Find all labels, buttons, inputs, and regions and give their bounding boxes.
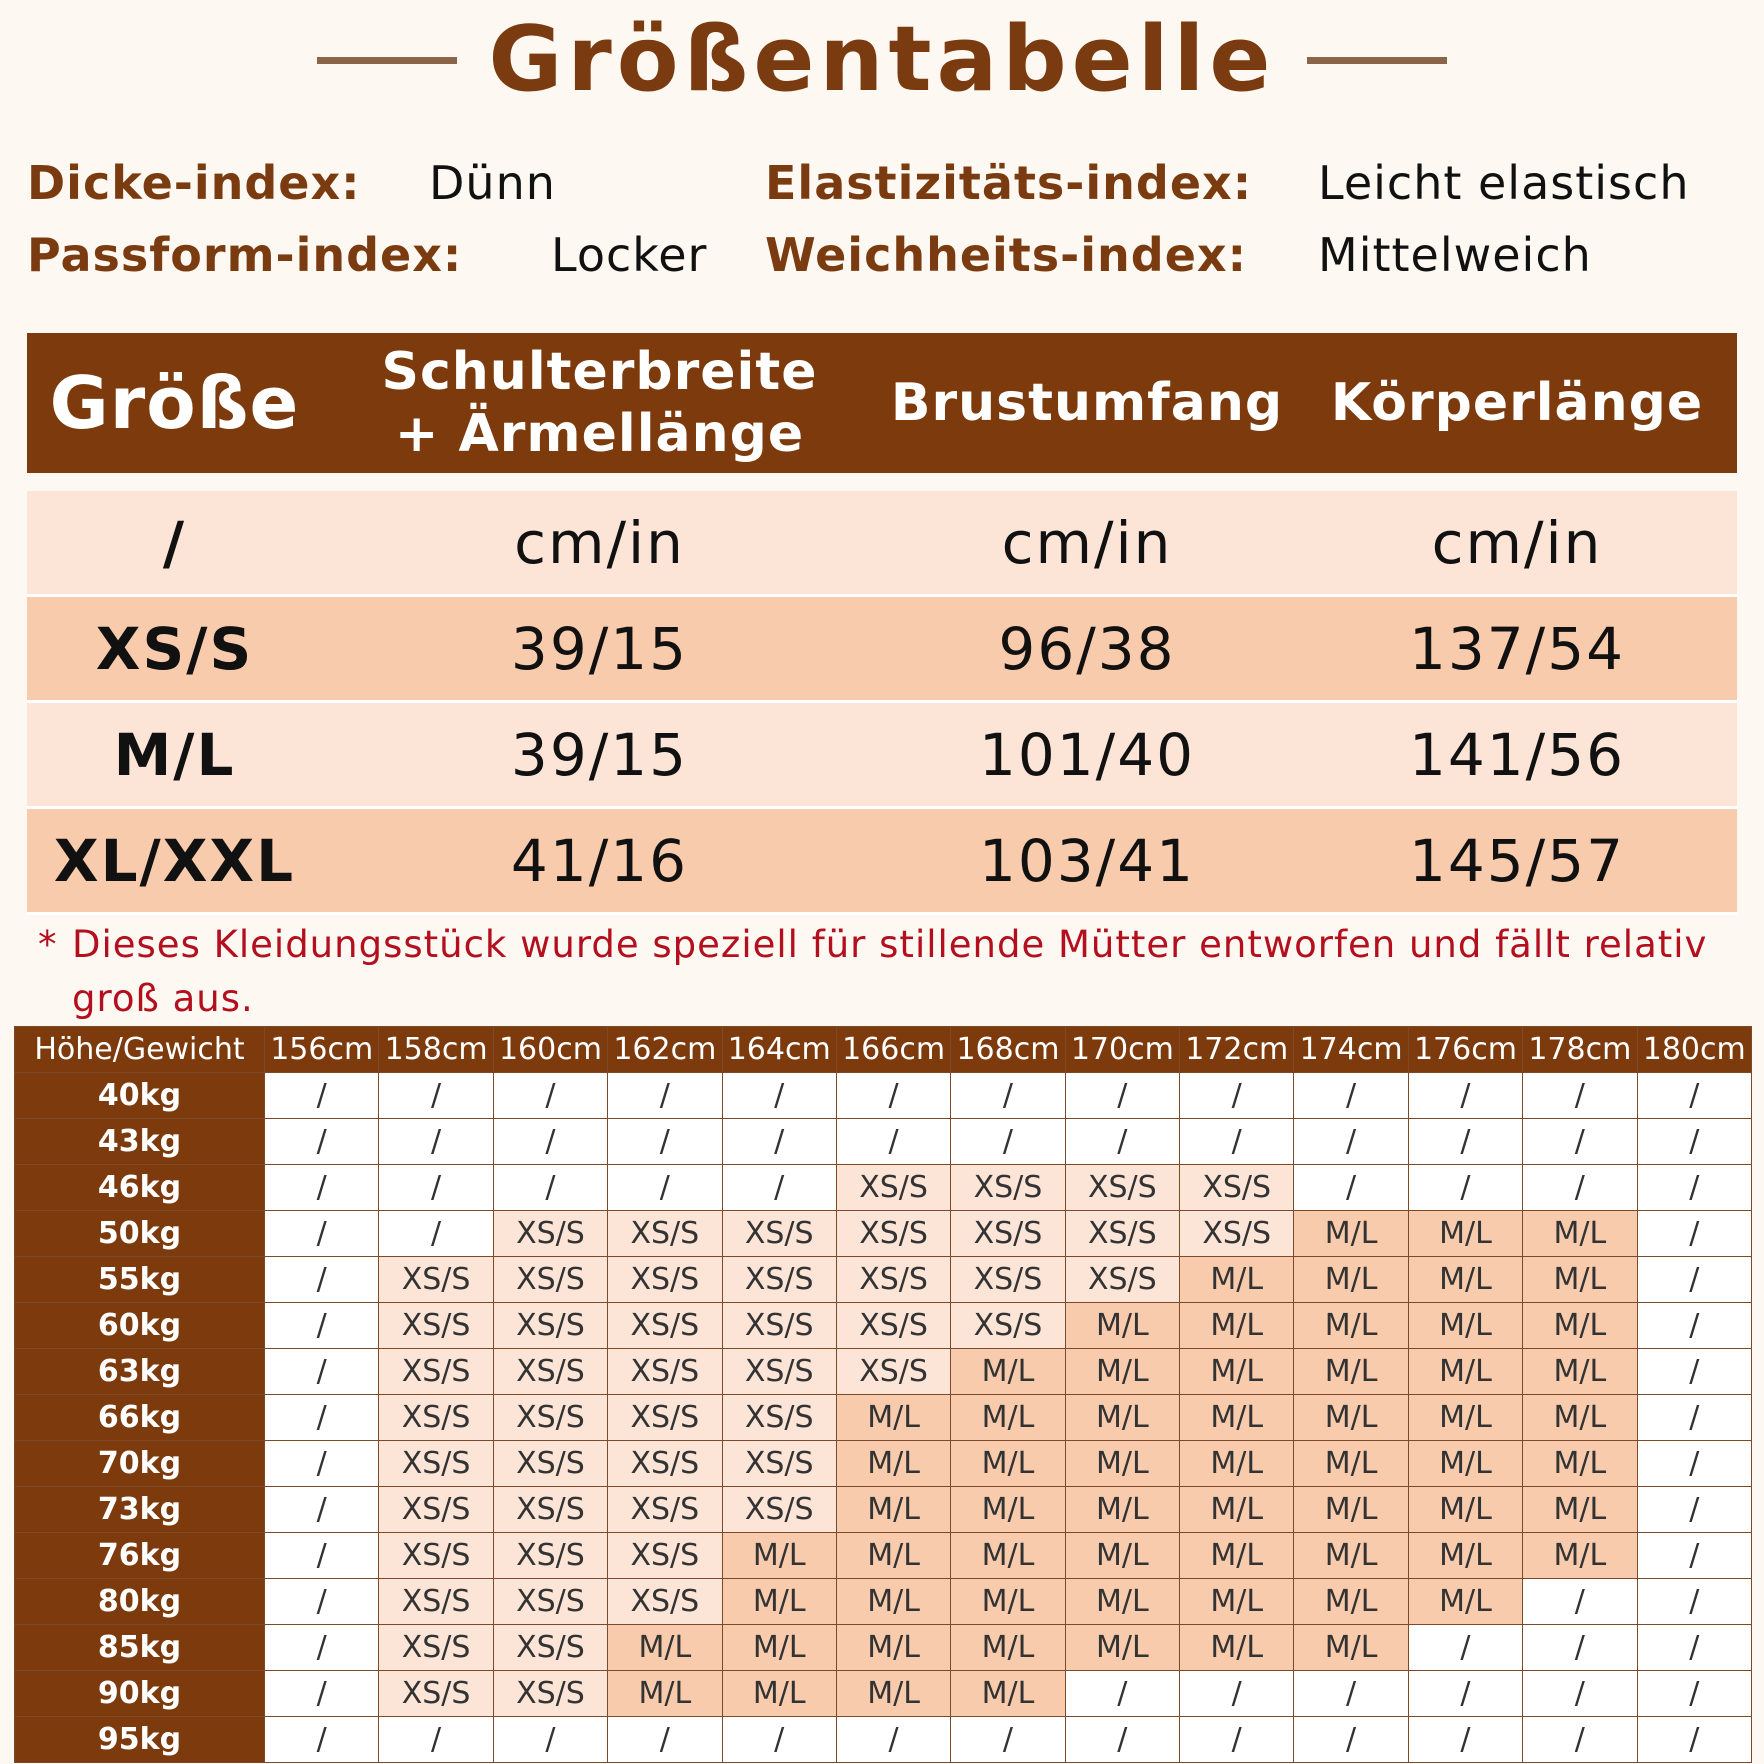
- size-recommendation-cell: XS/S: [836, 1211, 950, 1257]
- size-recommendation-cell: M/L: [1294, 1257, 1408, 1303]
- size-recommendation-cell: XS/S: [1065, 1211, 1179, 1257]
- table-row: [15, 1441, 1752, 1487]
- size-recommendation-cell: /: [379, 1119, 493, 1165]
- size-recommendation-cell: M/L: [836, 1441, 950, 1487]
- size-recommendation-cell: XS/S: [493, 1303, 607, 1349]
- weight-label: 63kg: [15, 1349, 265, 1395]
- shoulder-cell: cm/in: [322, 491, 877, 597]
- size-recommendation-cell: /: [379, 1073, 493, 1119]
- weight-label: 90kg: [15, 1671, 265, 1717]
- size-recommendation-cell: M/L: [1180, 1533, 1294, 1579]
- size-recommendation-cell: M/L: [951, 1441, 1065, 1487]
- size-recommendation-cell: /: [1408, 1165, 1522, 1211]
- height-header: 180cm: [1637, 1027, 1752, 1073]
- size-recommendation-cell: /: [1637, 1119, 1752, 1165]
- weight-label: 40kg: [15, 1073, 265, 1119]
- size-recommendation-cell: M/L: [1294, 1579, 1408, 1625]
- size-recommendation-cell: M/L: [1180, 1625, 1294, 1671]
- size-recommendation-cell: XS/S: [722, 1441, 836, 1487]
- size-recommendation-cell: XS/S: [1180, 1165, 1294, 1211]
- size-recommendation-cell: M/L: [722, 1533, 836, 1579]
- size-recommendation-cell: /: [1294, 1717, 1408, 1763]
- weight-label: 95kg: [15, 1717, 265, 1763]
- size-recommendation-cell: M/L: [1180, 1395, 1294, 1441]
- size-recommendation-cell: XS/S: [379, 1671, 493, 1717]
- weight-label: 60kg: [15, 1303, 265, 1349]
- fit-index-label: Passform-index:: [27, 228, 463, 282]
- table-row: [27, 491, 1737, 597]
- size-recommendation-cell: M/L: [1180, 1349, 1294, 1395]
- size-recommendation-cell: XS/S: [608, 1395, 722, 1441]
- size-recommendation-cell: M/L: [1180, 1487, 1294, 1533]
- size-recommendation-cell: /: [836, 1119, 950, 1165]
- weight-label: 50kg: [15, 1211, 265, 1257]
- size-recommendation-cell: M/L: [836, 1533, 950, 1579]
- weight-label: 43kg: [15, 1119, 265, 1165]
- height-header: 158cm: [379, 1027, 493, 1073]
- size-recommendation-cell: /: [1408, 1671, 1522, 1717]
- size-recommendation-cell: XS/S: [493, 1395, 607, 1441]
- fit-note: [38, 918, 1738, 1026]
- size-recommendation-cell: M/L: [1523, 1211, 1637, 1257]
- size-cell: XL/XXL: [27, 809, 322, 915]
- size-recommendation-cell: XS/S: [379, 1625, 493, 1671]
- size-recommendation-cell: /: [265, 1211, 379, 1257]
- softness-index-label: Weichheits-index:: [765, 228, 1247, 282]
- size-recommendation-cell: /: [379, 1211, 493, 1257]
- size-recommendation-cell: XS/S: [493, 1625, 607, 1671]
- elasticity-index-label: Elastizitäts-index:: [765, 156, 1253, 210]
- size-recommendation-cell: M/L: [1065, 1487, 1179, 1533]
- chest-cell: 101/40: [877, 703, 1297, 809]
- size-recommendation-cell: /: [265, 1395, 379, 1441]
- size-recommendation-cell: XS/S: [608, 1579, 722, 1625]
- size-recommendation-cell: XS/S: [493, 1257, 607, 1303]
- size-recommendation-cell: /: [1637, 1211, 1752, 1257]
- size-recommendation-cell: M/L: [1523, 1533, 1637, 1579]
- table-row: [15, 1349, 1752, 1395]
- size-recommendation-cell: M/L: [1408, 1441, 1522, 1487]
- size-recommendation-cell: XS/S: [1065, 1165, 1179, 1211]
- size-recommendation-cell: M/L: [1065, 1533, 1179, 1579]
- chest-cell: 96/38: [877, 597, 1297, 703]
- size-recommendation-cell: /: [836, 1073, 950, 1119]
- size-recommendation-cell: /: [265, 1487, 379, 1533]
- table-row: [15, 1303, 1752, 1349]
- shoulder-header-line1: Schulterbreite: [381, 342, 818, 402]
- size-recommendation-cell: /: [1523, 1073, 1637, 1119]
- length-cell: cm/in: [1297, 491, 1737, 597]
- note-asterisk: *: [38, 923, 58, 966]
- size-recommendation-cell: M/L: [951, 1671, 1065, 1717]
- elasticity-index-value: Leicht elastisch: [1318, 156, 1690, 210]
- size-recommendation-cell: /: [1523, 1717, 1637, 1763]
- size-recommendation-cell: M/L: [836, 1395, 950, 1441]
- size-recommendation-cell: /: [1637, 1165, 1752, 1211]
- height-header: 166cm: [836, 1027, 950, 1073]
- size-recommendation-cell: XS/S: [722, 1349, 836, 1395]
- table-row: [27, 597, 1737, 703]
- page-title: Größentabelle: [488, 7, 1276, 112]
- table-row: [15, 1211, 1752, 1257]
- table-row: [15, 1671, 1752, 1717]
- size-recommendation-cell: /: [493, 1165, 607, 1211]
- size-recommendation-cell: XS/S: [608, 1211, 722, 1257]
- size-recommendation-cell: M/L: [1294, 1211, 1408, 1257]
- size-recommendation-cell: /: [722, 1717, 836, 1763]
- size-recommendation-cell: /: [265, 1579, 379, 1625]
- size-recommendation-cell: /: [1180, 1717, 1294, 1763]
- size-recommendation-cell: XS/S: [951, 1165, 1065, 1211]
- shoulder-cell: 39/15: [322, 597, 877, 703]
- size-recommendation-cell: /: [265, 1349, 379, 1395]
- size-recommendation-cell: M/L: [1408, 1533, 1522, 1579]
- shoulder-sleeve-header: [322, 333, 877, 473]
- size-recommendation-cell: /: [1065, 1717, 1179, 1763]
- size-recommendation-cell: XS/S: [493, 1487, 607, 1533]
- chest-header: Brustumfang: [877, 333, 1297, 473]
- height-weight-table: [14, 1026, 1752, 1763]
- size-recommendation-cell: M/L: [1294, 1487, 1408, 1533]
- size-recommendation-cell: /: [1523, 1165, 1637, 1211]
- thickness-index-label: Dicke-index:: [27, 156, 361, 210]
- shoulder-cell: 39/15: [322, 703, 877, 809]
- size-recommendation-cell: M/L: [1408, 1303, 1522, 1349]
- note-text: Dieses Kleidungsstück wurde speziell für stillende Mütter entworfen und fällt relativ groß aus.: [72, 923, 1708, 1020]
- size-header: Größe: [27, 333, 322, 473]
- size-recommendation-cell: /: [1637, 1717, 1752, 1763]
- size-table-header: [27, 333, 1737, 473]
- size-recommendation-cell: XS/S: [722, 1395, 836, 1441]
- size-recommendation-cell: M/L: [1523, 1257, 1637, 1303]
- size-recommendation-cell: M/L: [951, 1579, 1065, 1625]
- size-recommendation-cell: /: [722, 1165, 836, 1211]
- size-recommendation-cell: M/L: [951, 1349, 1065, 1395]
- size-recommendation-cell: /: [1637, 1487, 1752, 1533]
- chest-cell: cm/in: [877, 491, 1297, 597]
- height-header: 162cm: [608, 1027, 722, 1073]
- size-recommendation-cell: /: [1637, 1441, 1752, 1487]
- table-row: [27, 809, 1737, 915]
- size-recommendation-cell: XS/S: [836, 1165, 950, 1211]
- size-recommendation-cell: M/L: [836, 1625, 950, 1671]
- size-recommendation-cell: /: [1294, 1119, 1408, 1165]
- size-recommendation-cell: XS/S: [722, 1487, 836, 1533]
- size-recommendation-cell: /: [1637, 1671, 1752, 1717]
- size-recommendation-cell: M/L: [1408, 1211, 1522, 1257]
- size-recommendation-cell: /: [1294, 1073, 1408, 1119]
- table-row: [15, 1717, 1752, 1763]
- size-recommendation-cell: M/L: [1408, 1487, 1522, 1533]
- size-recommendation-cell: /: [608, 1165, 722, 1211]
- size-recommendation-cell: XS/S: [379, 1395, 493, 1441]
- size-recommendation-cell: /: [265, 1073, 379, 1119]
- height-weight-corner: Höhe/Gewicht: [15, 1027, 265, 1073]
- size-recommendation-cell: XS/S: [722, 1303, 836, 1349]
- length-cell: 145/57: [1297, 809, 1737, 915]
- size-recommendation-cell: M/L: [1294, 1625, 1408, 1671]
- height-header: 178cm: [1523, 1027, 1637, 1073]
- size-recommendation-cell: /: [493, 1717, 607, 1763]
- size-recommendation-cell: XS/S: [379, 1257, 493, 1303]
- size-recommendation-cell: M/L: [1294, 1349, 1408, 1395]
- table-row: [15, 1487, 1752, 1533]
- thickness-index-value: Dünn: [429, 156, 556, 210]
- size-recommendation-cell: /: [265, 1441, 379, 1487]
- size-recommendation-cell: M/L: [1408, 1349, 1522, 1395]
- size-recommendation-cell: /: [1408, 1717, 1522, 1763]
- size-recommendation-cell: M/L: [1180, 1579, 1294, 1625]
- size-recommendation-cell: M/L: [1408, 1257, 1522, 1303]
- title-right-rule: [1307, 57, 1447, 64]
- size-recommendation-cell: XS/S: [493, 1441, 607, 1487]
- size-recommendation-cell: XS/S: [379, 1487, 493, 1533]
- size-recommendation-cell: /: [265, 1625, 379, 1671]
- size-recommendation-cell: /: [265, 1303, 379, 1349]
- table-row: [27, 703, 1737, 809]
- chest-cell: 103/41: [877, 809, 1297, 915]
- size-recommendation-cell: /: [265, 1717, 379, 1763]
- size-recommendation-cell: /: [1637, 1533, 1752, 1579]
- size-recommendation-cell: /: [1180, 1119, 1294, 1165]
- size-recommendation-cell: M/L: [1065, 1625, 1179, 1671]
- fit-index-value: Locker: [551, 228, 708, 282]
- size-recommendation-cell: M/L: [608, 1671, 722, 1717]
- size-recommendation-cell: /: [493, 1073, 607, 1119]
- size-recommendation-cell: /: [1637, 1349, 1752, 1395]
- size-recommendation-cell: /: [951, 1073, 1065, 1119]
- size-recommendation-cell: /: [265, 1119, 379, 1165]
- size-recommendation-cell: M/L: [951, 1395, 1065, 1441]
- table-row: [15, 1625, 1752, 1671]
- size-recommendation-cell: M/L: [1065, 1303, 1179, 1349]
- size-recommendation-cell: M/L: [1294, 1395, 1408, 1441]
- size-recommendation-cell: XS/S: [951, 1257, 1065, 1303]
- size-cell: XS/S: [27, 597, 322, 703]
- size-recommendation-cell: M/L: [1523, 1303, 1637, 1349]
- size-recommendation-cell: XS/S: [493, 1671, 607, 1717]
- size-cell: M/L: [27, 703, 322, 809]
- size-recommendation-cell: XS/S: [836, 1349, 950, 1395]
- size-recommendation-cell: XS/S: [493, 1533, 607, 1579]
- size-recommendation-cell: /: [951, 1119, 1065, 1165]
- size-recommendation-cell: /: [722, 1119, 836, 1165]
- size-recommendation-cell: XS/S: [951, 1303, 1065, 1349]
- size-recommendation-cell: /: [1294, 1165, 1408, 1211]
- size-recommendation-cell: /: [1065, 1073, 1179, 1119]
- height-header: 170cm: [1065, 1027, 1179, 1073]
- size-recommendation-cell: /: [1180, 1073, 1294, 1119]
- height-header: 160cm: [493, 1027, 607, 1073]
- size-recommendation-cell: /: [1523, 1671, 1637, 1717]
- size-recommendation-cell: M/L: [1065, 1395, 1179, 1441]
- size-recommendation-cell: /: [379, 1717, 493, 1763]
- size-recommendation-cell: M/L: [1180, 1257, 1294, 1303]
- table-row: [15, 1579, 1752, 1625]
- size-recommendation-cell: /: [265, 1257, 379, 1303]
- size-recommendation-cell: /: [493, 1119, 607, 1165]
- title-left-rule: [317, 57, 457, 64]
- weight-label: 76kg: [15, 1533, 265, 1579]
- size-recommendation-cell: M/L: [722, 1579, 836, 1625]
- size-recommendation-cell: /: [608, 1717, 722, 1763]
- size-recommendation-cell: XS/S: [608, 1533, 722, 1579]
- size-recommendation-cell: M/L: [836, 1671, 950, 1717]
- table-row: [15, 1165, 1752, 1211]
- size-recommendation-cell: XS/S: [493, 1211, 607, 1257]
- length-cell: 141/56: [1297, 703, 1737, 809]
- shoulder-header-line2: + Ärmellänge: [394, 404, 805, 464]
- size-recommendation-cell: M/L: [1408, 1579, 1522, 1625]
- size-recommendation-cell: XS/S: [493, 1349, 607, 1395]
- size-recommendation-cell: XS/S: [836, 1257, 950, 1303]
- size-recommendation-cell: XS/S: [379, 1303, 493, 1349]
- size-recommendation-cell: M/L: [1523, 1487, 1637, 1533]
- height-header: 164cm: [722, 1027, 836, 1073]
- size-recommendation-cell: XS/S: [379, 1349, 493, 1395]
- size-recommendation-cell: M/L: [1065, 1441, 1179, 1487]
- weight-label: 70kg: [15, 1441, 265, 1487]
- size-recommendation-cell: M/L: [608, 1625, 722, 1671]
- size-recommendation-cell: M/L: [1180, 1303, 1294, 1349]
- table-row: [15, 1533, 1752, 1579]
- size-recommendation-cell: /: [951, 1717, 1065, 1763]
- size-recommendation-cell: M/L: [1065, 1349, 1179, 1395]
- height-header: 168cm: [951, 1027, 1065, 1073]
- table-row: [15, 1395, 1752, 1441]
- weight-label: 46kg: [15, 1165, 265, 1211]
- size-recommendation-cell: M/L: [1294, 1441, 1408, 1487]
- size-recommendation-cell: XS/S: [608, 1303, 722, 1349]
- size-recommendation-cell: /: [379, 1165, 493, 1211]
- size-recommendation-cell: /: [1637, 1579, 1752, 1625]
- size-recommendation-cell: /: [265, 1165, 379, 1211]
- size-recommendation-cell: M/L: [1523, 1349, 1637, 1395]
- height-header: 172cm: [1180, 1027, 1294, 1073]
- size-recommendation-cell: M/L: [1294, 1303, 1408, 1349]
- softness-index-value: Mittelweich: [1318, 228, 1592, 282]
- size-recommendation-cell: /: [1408, 1073, 1522, 1119]
- size-recommendation-cell: XS/S: [379, 1441, 493, 1487]
- size-recommendation-cell: /: [1523, 1119, 1637, 1165]
- size-recommendation-cell: /: [1408, 1625, 1522, 1671]
- height-header: 174cm: [1294, 1027, 1408, 1073]
- size-recommendation-cell: M/L: [836, 1579, 950, 1625]
- shoulder-cell: 41/16: [322, 809, 877, 915]
- size-recommendation-cell: M/L: [951, 1625, 1065, 1671]
- size-recommendation-cell: /: [1523, 1625, 1637, 1671]
- weight-label: 85kg: [15, 1625, 265, 1671]
- size-recommendation-cell: XS/S: [1065, 1257, 1179, 1303]
- size-recommendation-cell: /: [265, 1671, 379, 1717]
- size-recommendation-cell: /: [265, 1533, 379, 1579]
- table-row: [15, 1119, 1752, 1165]
- size-cell: /: [27, 491, 322, 597]
- table-row: [15, 1073, 1752, 1119]
- size-recommendation-cell: /: [1408, 1119, 1522, 1165]
- weight-label: 80kg: [15, 1579, 265, 1625]
- size-recommendation-cell: M/L: [951, 1533, 1065, 1579]
- height-header: 176cm: [1408, 1027, 1522, 1073]
- size-recommendation-cell: XS/S: [608, 1441, 722, 1487]
- height-header-row: [15, 1027, 1752, 1073]
- size-recommendation-cell: XS/S: [951, 1211, 1065, 1257]
- size-recommendation-cell: /: [1294, 1671, 1408, 1717]
- size-recommendation-cell: /: [1065, 1671, 1179, 1717]
- size-recommendation-cell: /: [1637, 1073, 1752, 1119]
- size-recommendation-cell: XS/S: [379, 1533, 493, 1579]
- size-recommendation-cell: /: [1180, 1671, 1294, 1717]
- size-recommendation-cell: XS/S: [1180, 1211, 1294, 1257]
- size-recommendation-cell: XS/S: [608, 1487, 722, 1533]
- size-recommendation-cell: XS/S: [722, 1257, 836, 1303]
- size-recommendation-cell: M/L: [951, 1487, 1065, 1533]
- size-recommendation-cell: /: [608, 1073, 722, 1119]
- size-recommendation-cell: /: [836, 1717, 950, 1763]
- size-recommendation-cell: /: [1637, 1303, 1752, 1349]
- weight-label: 66kg: [15, 1395, 265, 1441]
- length-cell: 137/54: [1297, 597, 1737, 703]
- size-recommendation-cell: /: [1065, 1119, 1179, 1165]
- size-recommendation-cell: XS/S: [379, 1579, 493, 1625]
- size-recommendation-cell: /: [1637, 1395, 1752, 1441]
- weight-label: 55kg: [15, 1257, 265, 1303]
- size-recommendation-cell: M/L: [1523, 1395, 1637, 1441]
- size-recommendation-cell: M/L: [722, 1671, 836, 1717]
- size-recommendation-cell: /: [1523, 1579, 1637, 1625]
- size-recommendation-cell: XS/S: [493, 1579, 607, 1625]
- size-recommendation-cell: XS/S: [836, 1303, 950, 1349]
- title-row: [0, 0, 1764, 120]
- weight-label: 73kg: [15, 1487, 265, 1533]
- size-recommendation-cell: M/L: [1523, 1441, 1637, 1487]
- size-recommendation-cell: M/L: [1065, 1579, 1179, 1625]
- size-recommendation-cell: /: [1637, 1625, 1752, 1671]
- size-recommendation-cell: XS/S: [608, 1349, 722, 1395]
- size-recommendation-cell: M/L: [722, 1625, 836, 1671]
- size-table: [27, 333, 1737, 915]
- size-recommendation-cell: M/L: [1408, 1395, 1522, 1441]
- size-recommendation-cell: /: [1637, 1257, 1752, 1303]
- size-recommendation-cell: XS/S: [722, 1211, 836, 1257]
- size-recommendation-cell: M/L: [836, 1487, 950, 1533]
- table-row: [15, 1257, 1752, 1303]
- size-recommendation-cell: XS/S: [608, 1257, 722, 1303]
- length-header: Körperlänge: [1297, 333, 1737, 473]
- size-recommendation-cell: /: [608, 1119, 722, 1165]
- height-header: 156cm: [265, 1027, 379, 1073]
- size-recommendation-cell: M/L: [1180, 1441, 1294, 1487]
- size-recommendation-cell: /: [722, 1073, 836, 1119]
- size-recommendation-cell: M/L: [1294, 1533, 1408, 1579]
